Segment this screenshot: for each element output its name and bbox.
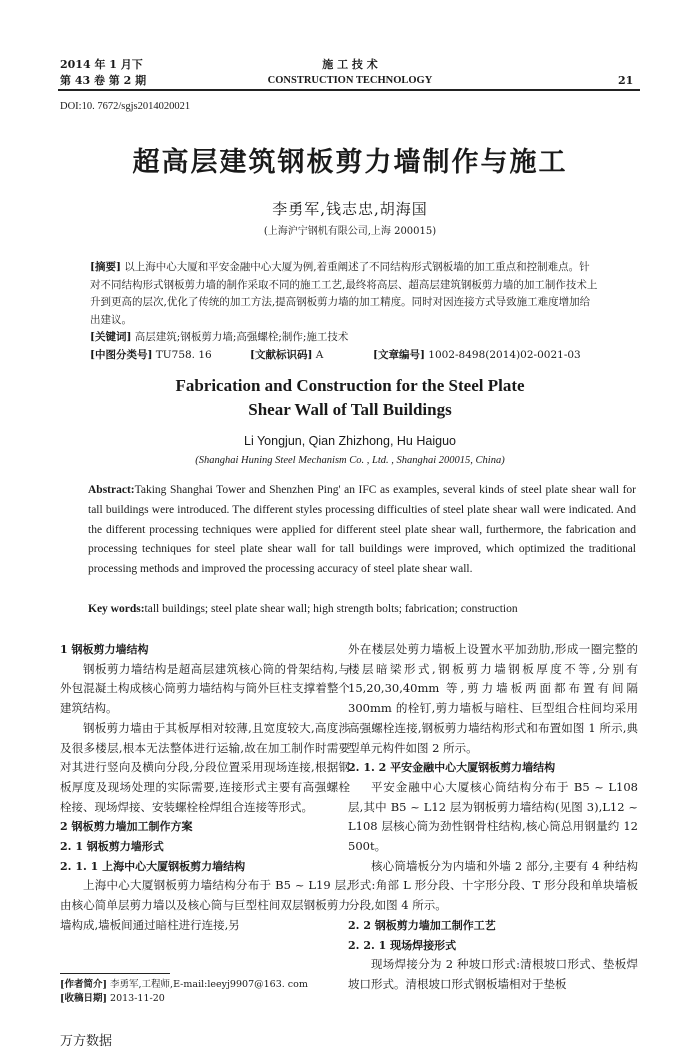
paragraph: 钢板剪力墙由于其板厚相对较薄,且宽度较大,高度涉及很多楼层,根本无法整体进行运输,故在加工制作时需要对其进行竖向及横向分段,分段位置采用现场连接,根据钢板厚度及现场处理的实际需要,连接形式主要有高强螺栓栓接、现场焊接、安装螺栓栓焊组合连接等形式。 — [60, 720, 350, 814]
authors-cn: 李勇军,钱志忠,胡海国 — [272, 200, 428, 218]
paragraph: 外在楼层处剪力墙板上设置水平加劲肋,形成一圈完整的楼层暗梁形式,钢板剪力墙钢板厚度不等,分别有 15,20,30,40mm 等,剪力墙板两面都布置有间隔 300mm 的栓钉,剪力墙板与暗柱、巨型组合柱间均采用高强螺栓连接,钢板剪力墙结构形式和布置如图 1 所示,典型单元构件如图 2 所示。 — [348, 642, 638, 755]
classification-row: [中图分类号] TU758. 16 [文献标识码] A [文章编号] 1002-8498(2014)02-0021-03 — [90, 348, 581, 361]
abstract-cn — [90, 259, 635, 364]
title-cn: 超高层建筑钢板剪力墙制作与施工 — [132, 147, 568, 178]
abstract-cn-line-1: [摘要] 以上海中心大厦和平安金融中心大厦为例,着重阐述了不同结构形式钢板墙的加工重点和控制难点。针 — [90, 261, 590, 273]
right-column — [348, 640, 638, 995]
abstract-cn-line-4: 出建议。 — [90, 313, 132, 326]
journal-title-en: CONSTRUCTION TECHNOLOGY — [267, 75, 433, 86]
left-column — [60, 640, 350, 936]
paragraph: 核心筒墙板分为内墙和外墙 2 部分,主要有 4 种结构形式:角部 L 形分段、十字形分段、T 形分段和单块墙板分段,如图 4 所示。 — [348, 858, 638, 913]
section-2-heading: 2 钢板剪力墙加工制作方案 — [60, 820, 193, 834]
section-2-2-1-heading: 2. 2. 1 现场焊接形式 — [348, 938, 457, 952]
keywords-en: Key words:tall buildings; steel plate shear wall; high strength bolts; fabrication; construction — [88, 603, 518, 615]
section-2-1-heading: 2. 1 钢板剪力墙形式 — [60, 840, 164, 854]
footnote-rule — [60, 973, 170, 974]
header-rule — [58, 89, 640, 91]
journal-title-cn: 施 工 技 术 — [322, 58, 378, 71]
page-number: 21 — [618, 74, 634, 87]
paragraph: 平安金融中心大厦核心筒结构分布于 B5 ~ L108 层,其中 B5 ~ L12 层为钢板剪力墙结构(见图 3),L12 ~ L108 层核心筒为劲性钢骨柱结构,核心筒总用钢量约 12 500t。 — [348, 779, 638, 854]
title-en-line-1: Fabrication and Construction for the Steel Plate — [175, 376, 525, 395]
section-2-1-2-heading: 2. 1. 2 平安金融中心大厦钢板剪力墙结构 — [348, 761, 556, 775]
abstract-cn-line-2: 对不同结构形式钢板剪力墙的制作采取不同的施工工艺,最终将高层、超高层建筑钢板剪力墙的加工制作技术上 — [90, 278, 598, 291]
doi: DOI:10. 7672/sgjs2014020021 — [60, 101, 191, 112]
section-2-2-heading: 2. 2 钢板剪力墙加工制作工艺 — [348, 918, 496, 932]
footnote: [作者简介] 李勇军,工程师,E-mail:leeyj9907@163. com [收稿日期] 2013-11-20 — [60, 979, 308, 1004]
volume-issue: 第 43 卷 第 2 期 — [60, 74, 147, 87]
title-en-line-2: Shear Wall of Tall Buildings — [248, 400, 452, 419]
paragraph: 上海中心大厦钢板剪力墙结构分布于 B5 ~ L19 层,由核心简单层剪力墙以及核心筒与巨型柱间双层钢板剪力墙构成,墙板间通过暗柱进行连接,另 — [60, 878, 350, 932]
paragraph: 现场焊接分为 2 种坡口形式:清根坡口形式、垫板焊坡口形式。清根坡口形式钢板墙相对于垫板 — [348, 957, 638, 991]
abstract-en: Abstract:Taking Shanghai Tower and Shenzhen Ping' an IFC as examples, several kinds of steel plate shear wall for tall buildings were introduced. The different styles processing difficulties of steel plate shear wall were indicated. And the different processing techniques were applied for different steel plate shear wall, furthermore, the fabrication and processing techniques for steel plate shear wall for tall buildings were improved, which optimized the traditional processing methods and improved the processing accuracy of steel plate shear wall. — [88, 484, 636, 576]
section-2-1-1-heading: 2. 1. 1 上海中心大厦钢板剪力墙结构 — [60, 859, 246, 873]
abstract-cn-line-3: 升到更高的层次,优化了传统的加工方法,提高钢板剪力墙的加工精度。同时对因连接方式导致施工难度增加给 — [90, 296, 591, 308]
affiliation-en: (Shanghai Huning Steel Mechanism Co. , Ltd. , Shanghai 200015, China) — [195, 455, 505, 466]
issue-date: 2014 年 1 月下 — [60, 58, 143, 71]
authors-en: Li Yongjun, Qian Zhizhong, Hu Haiguo — [244, 434, 456, 448]
affiliation-cn: (上海沪宁钢机有限公司,上海 200015) — [263, 226, 437, 237]
abstract-en-tag: Abstract: — [88, 484, 135, 496]
section-1-heading: 1 钢板剪力墙结构 — [60, 643, 149, 656]
keywords-cn: [关键词] 高层建筑;钢板剪力墙;高强螺栓;制作;施工技术 — [90, 331, 349, 343]
abstract-cn-tag: [摘要] — [90, 261, 121, 273]
paragraph: 钢板剪力墙结构是超高层建筑核心筒的骨架结构,与外包混凝土构成核心筒剪力墙结构与筒外巨柱支撑着整个建筑结构。 — [60, 661, 350, 716]
watermark: 万方数据 — [60, 1034, 113, 1049]
